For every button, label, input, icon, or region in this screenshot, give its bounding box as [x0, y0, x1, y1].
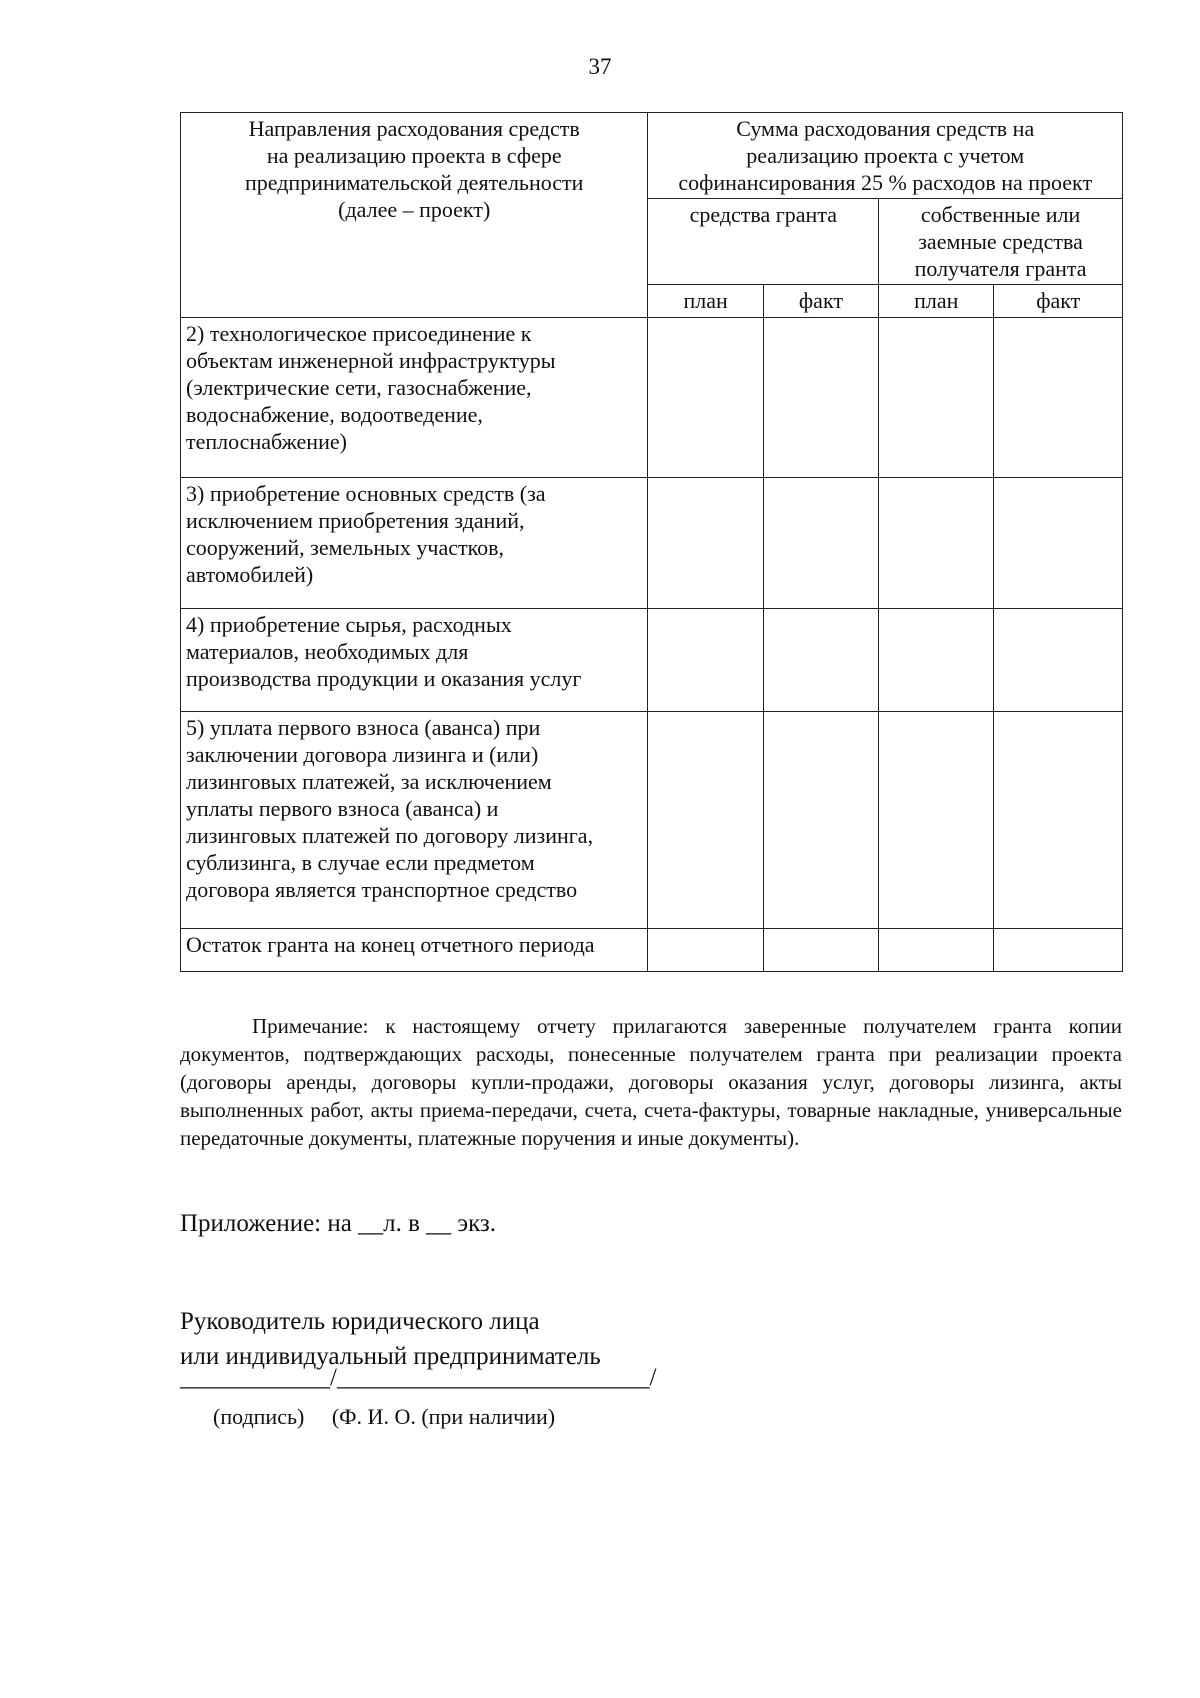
row-label-cell [181, 478, 648, 609]
header-fact-cell: факт [994, 285, 1123, 318]
header-direction-line: на реализацию проекта в сфере [266, 143, 562, 168]
row-label-cell [181, 929, 648, 972]
own-fact-cell[interactable] [994, 478, 1123, 609]
header-plan-cell: план [648, 285, 763, 318]
table-row [181, 609, 1123, 712]
grant-fact-cell[interactable] [763, 712, 878, 929]
row-label-line: материалов, необходимых для [186, 639, 469, 664]
header-direction-cell [181, 113, 648, 318]
header-own-funds-line: заемные средства [918, 229, 1083, 254]
row-label-line: 3) приобретение основных средств (за [186, 481, 546, 506]
own-fact-cell[interactable] [994, 609, 1123, 712]
own-plan-cell[interactable] [879, 318, 994, 478]
grant-plan-cell[interactable] [648, 712, 763, 929]
row-label-cell [181, 318, 648, 478]
table-row [181, 318, 1123, 478]
table-row [181, 929, 1123, 972]
row-label-line: исключением приобретения зданий, [186, 508, 525, 533]
row-label-line: теплоснабжение) [186, 429, 347, 454]
row-label-line: (электрические сети, газоснабжение, [186, 375, 532, 400]
grant-fact-cell[interactable] [763, 318, 878, 478]
header-sum-cell [648, 113, 1123, 199]
row-label-line: объектам инженерной инфраструктуры [186, 348, 556, 373]
note-paragraph: Примечание: к настоящему отчету прилагаются заверенные получателем гранта копии документов, подтверждающих расходы, понесенные получателем гранта при реализации проекта (договоры аренды, договоры купли-продажи, договоры оказания услуг, договоры лизинга, акты выполненных работ, акты приема-передачи, счета, счета-фактуры, товарные накладные, универсальные передаточные документы, платежные поручения и иные документы). [180, 1014, 1122, 1150]
name-caption: (Ф. И. О. (при наличии) [331, 1404, 556, 1429]
row-label-line: уплаты первого взноса (аванса) и [186, 796, 499, 821]
signature-line: ____________/_________________________/ [180, 1364, 657, 1391]
header-own-funds-line: получателя гранта [914, 256, 1087, 281]
expense-report-table [180, 112, 1123, 972]
row-label-line: автомобилей) [186, 562, 314, 587]
own-fact-cell[interactable] [994, 929, 1123, 972]
header-sum-line: софинансирования 25 % расходов на проект [678, 170, 1093, 195]
header-direction-line: Направления расходования средств [248, 116, 580, 141]
row-label-line: лизинговых платежей, за исключением [186, 769, 552, 794]
row-label-line: 4) приобретение сырья, расходных [186, 612, 512, 637]
header-own-funds-cell [879, 199, 1123, 285]
grant-fact-cell[interactable] [763, 609, 878, 712]
header-direction-line: (далее – проект) [338, 197, 491, 222]
row-label-line: 2) технологическое присоединение к [186, 321, 532, 346]
signature-title-line: Руководитель юридического лица [180, 1308, 540, 1335]
header-direction-line: предпринимательской деятельности [244, 170, 584, 195]
row-label-cell [181, 609, 648, 712]
row-label-line: водоснабжение, водоотведение, [186, 402, 483, 427]
header-sum-line: реализацию проекта с учетом [746, 143, 1025, 168]
grant-fact-cell[interactable] [763, 478, 878, 609]
signature-title-line: или индивидуальный предприниматель [180, 1343, 601, 1370]
own-plan-cell[interactable] [879, 712, 994, 929]
row-label-cell [181, 712, 648, 929]
grant-plan-cell[interactable] [648, 318, 763, 478]
row-label-line: 5) уплата первого взноса (аванса) при [186, 715, 541, 740]
grant-plan-cell[interactable] [648, 929, 763, 972]
table-row [181, 478, 1123, 609]
table-row [181, 712, 1123, 929]
row-label-line: лизинговых платежей по договору лизинга, [186, 823, 594, 848]
own-plan-cell[interactable] [879, 478, 994, 609]
table-header-row-1 [181, 113, 1123, 199]
page-number: 37 [588, 54, 612, 79]
row-label-line: заключении договора лизинга и (или) [186, 742, 539, 767]
row-label-line: производства продукции и оказания услуг [186, 666, 582, 691]
header-own-funds-line: собственные или [920, 202, 1081, 227]
grant-plan-cell[interactable] [648, 478, 763, 609]
header-fact-cell: факт [763, 285, 878, 318]
header-sum-line: Сумма расходования средств на [736, 116, 1035, 141]
own-plan-cell[interactable] [879, 609, 994, 712]
header-grant-funds-cell: средства гранта [648, 199, 879, 285]
signature-caption: (подпись) [213, 1404, 305, 1429]
grant-plan-cell[interactable] [648, 609, 763, 712]
grant-fact-cell[interactable] [763, 929, 878, 972]
own-fact-cell[interactable] [994, 318, 1123, 478]
signature-captions [213, 1404, 555, 1430]
row-label-line: Остаток гранта на конец отчетного периода [186, 932, 595, 957]
row-label-line: договора является транспортное средство [186, 877, 578, 902]
row-label-line: сооружений, земельных участков, [186, 535, 505, 560]
own-fact-cell[interactable] [994, 712, 1123, 929]
row-label-line: сублизинга, в случае если предметом [186, 850, 535, 875]
own-plan-cell[interactable] [879, 929, 994, 972]
header-plan-cell: план [879, 285, 994, 318]
appendix-line: Приложение: на __л. в __ экз. [180, 1210, 497, 1237]
